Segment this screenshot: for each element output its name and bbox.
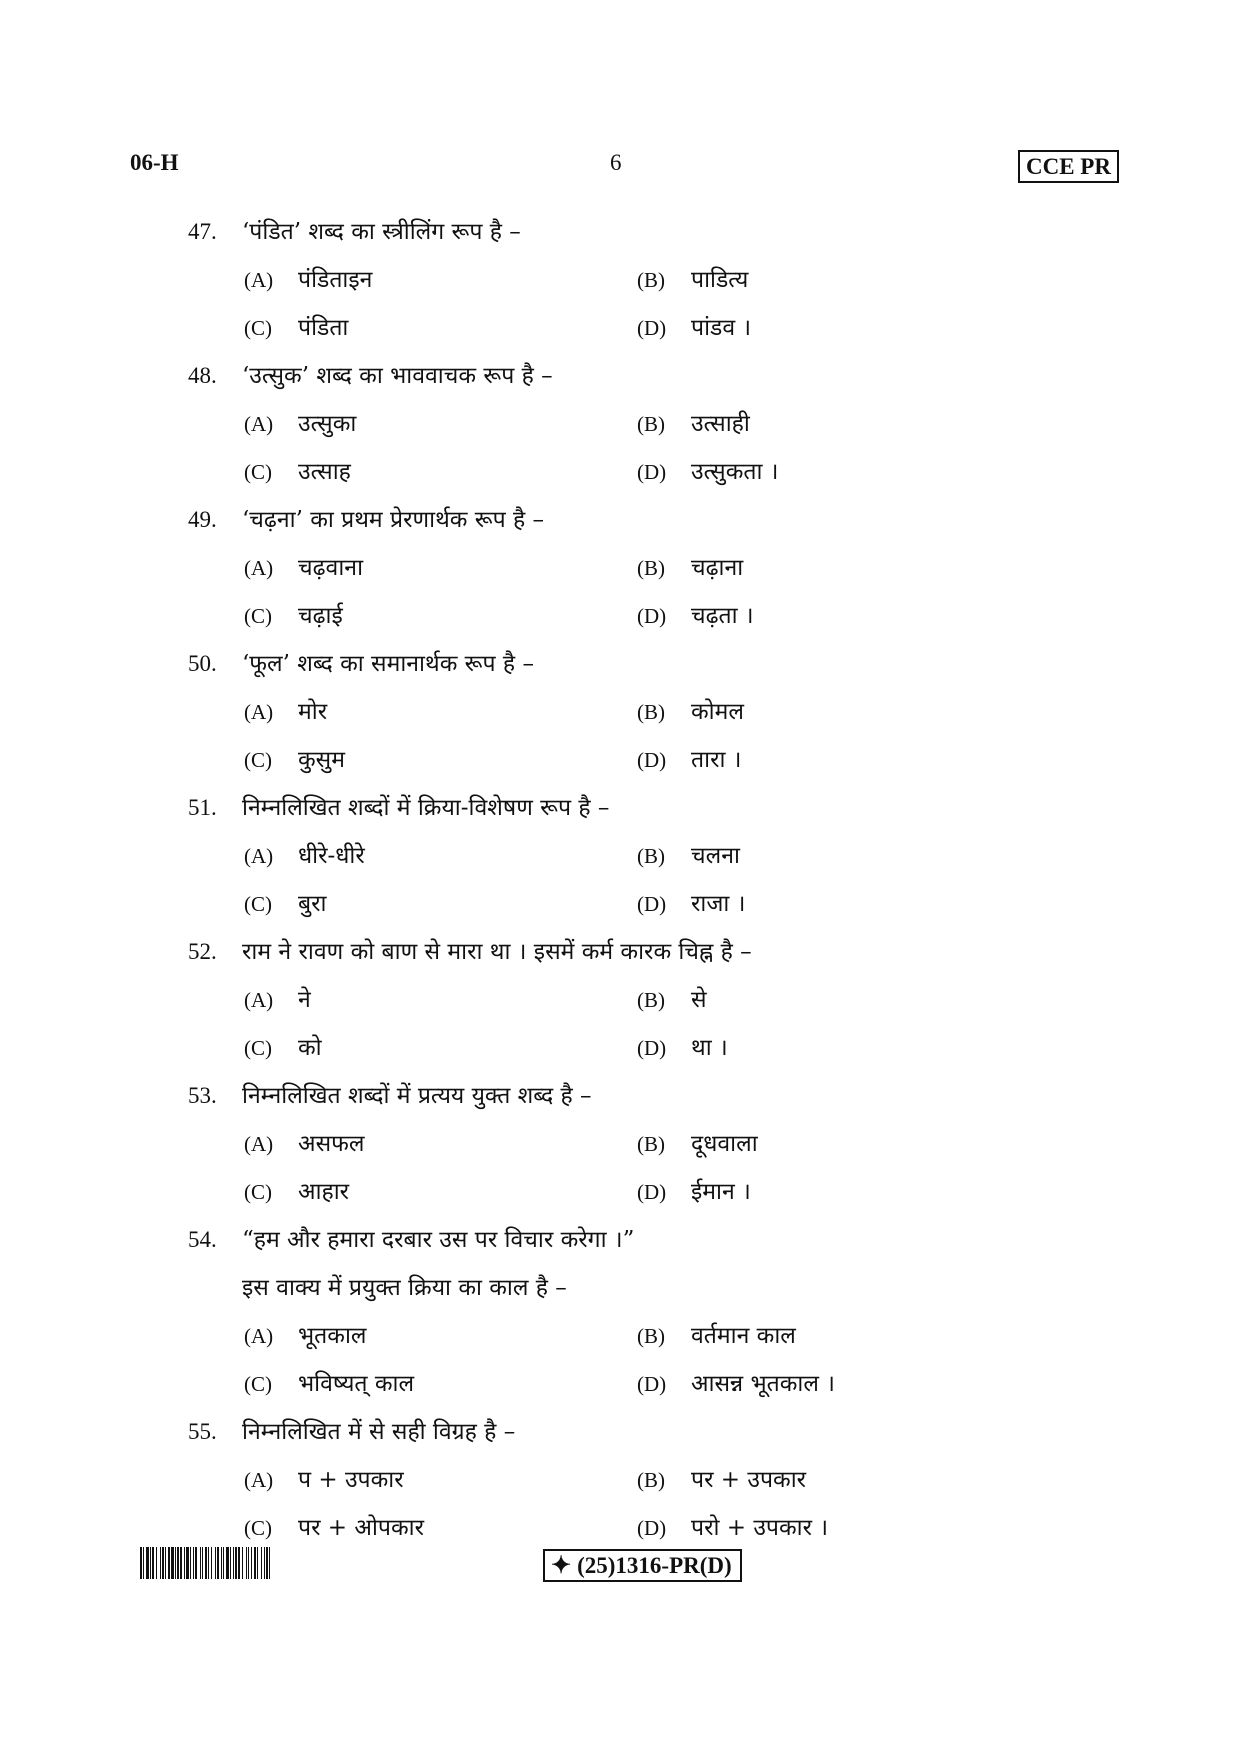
option [637,1168,751,1216]
option-letter: (A) [244,268,274,292]
option [637,1360,835,1408]
option-text: कुसुम [298,747,345,773]
option-row [188,304,1148,352]
option-letter: (A) [244,988,274,1012]
option-text: भविष्यत् काल [298,1371,415,1397]
option [637,1120,758,1168]
option [244,1120,637,1168]
question-number: 48. [188,363,217,388]
option-letter: (A) [244,1132,274,1156]
option-letter: (D) [637,1372,667,1396]
option-letter: (D) [637,460,667,484]
question-number: 50. [188,651,217,676]
question-50 [188,640,1148,784]
option-text: बुरा [298,891,327,917]
option [244,256,637,304]
option-text: वर्तमान काल [691,1323,796,1349]
footer-code-box [543,1549,742,1582]
question-47 [188,208,1148,352]
option-letter: (B) [637,1468,665,1492]
option [244,1312,637,1360]
option-row [188,1024,1148,1072]
option-row [188,1120,1148,1168]
option [637,1456,806,1504]
option-text: चढ़ाना [691,555,744,581]
option-row [188,688,1148,736]
question-text: निम्नलिखित में से सही विग्रह है – [242,1419,516,1445]
option-text: उत्सुका [298,411,357,437]
question-number: 51. [188,795,217,820]
option [244,736,637,784]
question-number: 47. [188,219,217,244]
option-letter: (D) [637,1180,667,1204]
option-row [188,1456,1148,1504]
option [244,592,637,640]
option-letter: (D) [637,604,667,628]
option-text: चढ़वाना [298,555,364,581]
option [637,832,740,880]
option [244,880,637,928]
option-letter: (B) [637,1132,665,1156]
option-letter: (D) [637,1516,667,1540]
option-letter: (C) [244,316,272,340]
option-row [188,1504,1148,1552]
option-text: धीरे-धीरे [298,843,365,869]
option [244,448,637,496]
option-row [188,400,1148,448]
question-55 [188,1408,1148,1552]
option-letter: (C) [244,748,272,772]
option-letter: (C) [244,460,272,484]
option [244,304,637,352]
question-line [188,928,1148,976]
question-54 [188,1216,1148,1408]
question-line [188,1072,1148,1120]
option-text: उत्साही [691,411,750,437]
option-letter: (A) [244,844,274,868]
option-text: उत्साह [298,459,351,485]
option [637,1312,796,1360]
question-text: ‘फूल’ शब्द का समानार्थक रूप है – [242,651,534,677]
option-letter: (D) [637,892,667,916]
option-letter: (C) [244,892,272,916]
option-letter: (B) [637,412,665,436]
option [637,1024,728,1072]
question-line [188,208,1148,256]
question-text: निम्नलिखित शब्दों में प्रत्यय युक्त शब्द है – [242,1083,592,1109]
option-row [188,1360,1148,1408]
option [637,256,748,304]
question-number: 49. [188,507,217,532]
option-row [188,448,1148,496]
question-number: 52. [188,939,217,964]
question-text: निम्नलिखित शब्दों में क्रिया-विशेषण रूप है – [242,795,610,821]
option-letter: (D) [637,1036,667,1060]
option-letter: (C) [244,1516,272,1540]
option-text: दूधवाला [691,1131,758,1157]
option-text: कोमल [691,699,744,725]
option-letter: (C) [244,1372,272,1396]
question-line [188,1408,1148,1456]
option-text: पंडिताइन [298,267,373,293]
option-row [188,592,1148,640]
question-text: ‘चढ़ना’ का प्रथम प्रेरणार्थक रूप है – [242,507,545,533]
question-line [188,784,1148,832]
option-text: ईमान । [691,1179,751,1205]
option [637,592,754,640]
question-text: ‘पंडित’ शब्द का स्त्रीलिंग रूप है – [242,219,521,245]
option-text: को [298,1035,322,1061]
option [244,1360,637,1408]
option-text: तारा । [691,747,742,773]
question-51 [188,784,1148,928]
option [637,1504,828,1552]
question-53 [188,1072,1148,1216]
option [637,976,707,1024]
option [244,544,637,592]
option-letter: (B) [637,844,665,868]
question-number: 53. [188,1083,217,1108]
option-letter: (A) [244,412,274,436]
option [244,976,637,1024]
option-text: पर + ओपकार [298,1515,424,1541]
option-letter: (C) [244,604,272,628]
option-row [188,976,1148,1024]
option [637,544,743,592]
option-letter: (B) [637,268,665,292]
question-line [188,1264,1148,1312]
option-letter: (B) [637,988,665,1012]
option-letter: (A) [244,556,274,580]
option-text: आसन्न भूतकाल । [691,1371,835,1397]
option [637,736,741,784]
option-letter: (C) [244,1180,272,1204]
barcode-icon [140,1547,410,1579]
option [244,1168,637,1216]
option-text: आहार [298,1179,350,1205]
option-row [188,544,1148,592]
option-letter: (A) [244,1468,274,1492]
option-text: परो + उपकार । [691,1515,829,1541]
option-text: प + उपकार [298,1467,404,1493]
option [244,1024,637,1072]
option [637,304,751,352]
option-text: मोर [298,699,328,725]
question-52 [188,928,1148,1072]
option-letter: (D) [637,316,667,340]
option [244,1456,637,1504]
page-number: 6 [610,150,622,175]
question-line [188,1216,1148,1264]
question-49 [188,496,1148,640]
option [244,400,637,448]
option [637,448,779,496]
option [244,688,637,736]
star-icon: ✦ [551,1553,572,1579]
option-text: था । [691,1035,728,1061]
option-row [188,880,1148,928]
option-letter: (D) [637,748,667,772]
option-text: पर + उपकार [691,1467,807,1493]
option [637,400,750,448]
option-letter: (B) [637,1324,665,1348]
question-text: इस वाक्य में प्रयुक्त क्रिया का काल है – [242,1275,567,1301]
header-code-box: CCE PR [1018,150,1119,183]
option-text: चलना [691,843,740,869]
option-text: असफल [298,1131,365,1157]
option-row [188,1312,1148,1360]
question-number: 55. [188,1419,217,1444]
option [244,1504,637,1552]
header-left-code: 06-H [130,150,179,175]
option-text: पंडिता [298,315,349,341]
option-row [188,256,1148,304]
option-text: पांडव । [691,315,752,341]
question-text: “हम और हमारा दरबार उस पर विचार करेगा ।” [242,1227,635,1253]
option-text: उत्सुकता । [691,459,779,485]
question-number: 54. [188,1227,217,1252]
option-row [188,1168,1148,1216]
option-letter: (B) [637,700,665,724]
option-text: पाडित्य [691,267,749,293]
option [637,688,744,736]
question-line [188,640,1148,688]
option-row [188,736,1148,784]
question-text: ‘उत्सुक’ शब्द का भाववाचक रूप है – [242,363,553,389]
barcode-bar [270,1547,272,1579]
option-text: चढ़ाई [298,603,343,629]
option-text: चढ़ता । [691,603,754,629]
option [244,832,637,880]
option-letter: (A) [244,1324,274,1348]
option-letter: (B) [637,556,665,580]
option-text: से [691,987,707,1013]
option-text: भूतकाल [298,1323,367,1349]
option-letter: (A) [244,700,274,724]
option-row [188,832,1148,880]
option-letter: (C) [244,1036,272,1060]
question-48 [188,352,1148,496]
option [637,880,745,928]
question-text: राम ने रावण को बाण से मारा था । इसमें कर्म कारक चिह्न है – [242,939,752,965]
option-text: ने [298,987,311,1013]
footer-code-text: (25)1316-PR(D) [577,1553,732,1578]
question-line [188,352,1148,400]
question-line [188,496,1148,544]
option-text: राजा । [691,891,746,917]
